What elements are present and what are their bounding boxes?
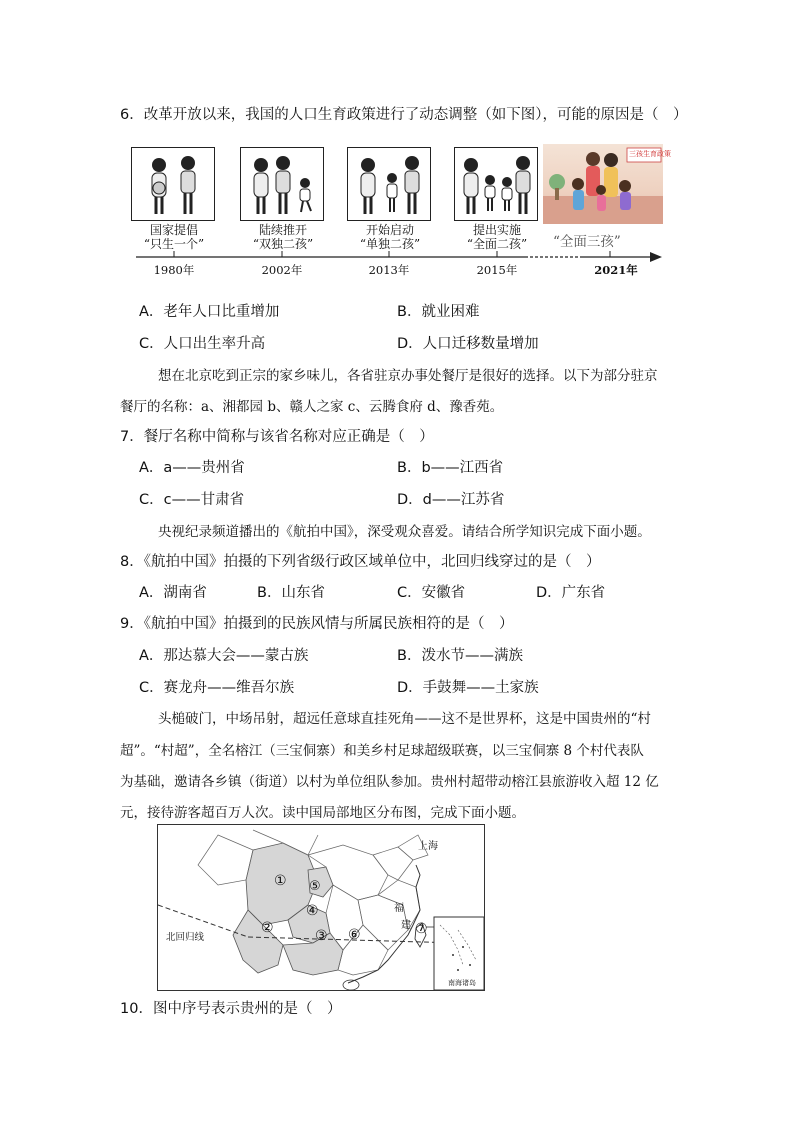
q9-stem: 9．《航拍中国》拍摄到的民族风情与所属民族相符的是（ ）	[120, 616, 514, 632]
q9-option-c[interactable]: C．赛龙舟——维吾尔族	[139, 680, 295, 696]
q9-option-b[interactable]: B．泼水节——满族	[397, 648, 523, 664]
q9-option-a[interactable]: A．那达慕大会——蒙古族	[139, 648, 309, 664]
map-number-4: ④	[306, 903, 319, 919]
q7-option-c[interactable]: C．c——甘肃省	[139, 492, 245, 508]
q6-option-a[interactable]: A．老年人口比重增加	[139, 304, 280, 320]
timeline-caption-1980	[131, 223, 217, 251]
map-number-7: ⑦	[415, 921, 428, 937]
q7-option-d[interactable]: D．d——江苏省	[397, 492, 505, 508]
q6-option-d[interactable]: D．人口迁移数量增加	[397, 336, 539, 352]
q8-option-b[interactable]: B．山东省	[257, 585, 325, 601]
policy-panel-2002	[240, 147, 324, 221]
map-label-tropic: 北回归线	[166, 932, 205, 943]
intro10-line3: 为基础，邀请各乡镇（街道）以村为单位组队参加。贵州村超带动榕江县旅游收入超 12 亿	[120, 774, 659, 790]
caption-line1: 开始启动	[365, 223, 414, 237]
timeline-year-2021: 2021年	[594, 263, 638, 277]
map-number-1: ①	[274, 873, 287, 889]
caption-line2: “双独二孩”	[252, 237, 314, 251]
q6-stem: 6．改革开放以来，我国的人口生育政策进行了动态调整（如下图），可能的原因是（ ）	[120, 107, 688, 123]
caption-line1: 提出实施	[472, 223, 521, 237]
timeline-caption-2021: “全面三孩”	[553, 234, 621, 250]
family-two-child-icon	[241, 148, 323, 220]
timeline-year-1980: 1980年	[153, 263, 195, 277]
china-region-map	[157, 824, 485, 991]
caption-line2: “只生一个”	[143, 237, 205, 251]
photo-sign-text: 三孩生育政策	[629, 150, 671, 158]
intro7-line2: 餐厅的名称：a、湘都园 b、赣人之家 c、云腾食府 d、豫香苑。	[120, 399, 504, 415]
q9-option-d[interactable]: D．手鼓舞——土家族	[397, 680, 539, 696]
q10-stem: 10．图中序号表示贵州的是（ ）	[120, 1001, 342, 1017]
map-number-6: ⑥	[348, 927, 361, 943]
map-number-3: ③	[315, 928, 328, 944]
caption-line1: 国家提倡	[149, 223, 198, 237]
q8-option-c[interactable]: C．安徽省	[397, 585, 466, 601]
timeline-year-2015: 2015年	[476, 263, 518, 277]
map-label-inset: 南海诸岛	[448, 979, 476, 987]
q7-stem: 7．餐厅名称中简称与该省名称对应正确是（ ）	[120, 429, 434, 445]
q8-option-d[interactable]: D．广东省	[536, 585, 606, 601]
q6-option-b[interactable]: B．就业困难	[397, 304, 480, 320]
caption-line1: 陆续推开	[258, 223, 307, 237]
timeline-caption-2013	[347, 223, 433, 251]
map-label-shanghai: 上海	[418, 841, 438, 852]
caption-line2: “全面二孩”	[466, 237, 528, 251]
q8-stem: 8．《航拍中国》拍摄的下列省级行政区域单位中，北回归线穿过的是（ ）	[120, 554, 601, 570]
policy-panel-2015	[454, 147, 538, 221]
family-one-child-icon	[132, 148, 214, 220]
family-single-two-child-icon	[348, 148, 430, 220]
intro10-line4: 元，接待游客超百万人次。读中国局部地区分布图，完成下面小题。	[120, 805, 525, 821]
timeline-caption-2002	[240, 223, 326, 251]
map-label-fujian-2: 建	[401, 920, 411, 931]
family-universal-two-child-icon	[455, 148, 537, 220]
intro7-line1: 想在北京吃到正宗的家乡味儿，各省驻京办事处餐厅是很好的选择。以下为部分驻京	[158, 368, 658, 384]
intro8-line1: 央视纪录频道播出的《航拍中国》，深受观众喜爱。请结合所学知识完成下面小题。	[158, 524, 651, 540]
map-label-fujian-1: 福	[394, 903, 404, 914]
q7-option-b[interactable]: B．b——江西省	[397, 460, 504, 476]
q6-option-c[interactable]: C．人口出生率升高	[139, 336, 266, 352]
map-number-5: ⑤	[309, 879, 321, 894]
q7-option-a[interactable]: A．a——贵州省	[139, 460, 245, 476]
policy-panel-1980	[131, 147, 215, 221]
intro10-line2: 超”。“村超”，全名榕江（三宝侗寨）和美乡村足球超级联赛，以三宝侗寨 8 个村代表队	[120, 743, 644, 759]
three-child-family-photo	[543, 144, 671, 224]
policy-panel-2013	[347, 147, 431, 221]
intro10-line1: 头槌破门，中场吊射，超远任意球直挂死角——这不是世界杯，这是中国贵州的“村	[158, 711, 651, 727]
caption-line2: “单独二孩”	[359, 237, 421, 251]
timeline-year-2002: 2002年	[261, 263, 303, 277]
timeline-caption-2015	[454, 223, 540, 251]
map-number-2: ②	[261, 920, 274, 936]
timeline-year-2013: 2013年	[368, 263, 410, 277]
q8-option-a[interactable]: A．湖南省	[139, 585, 207, 601]
